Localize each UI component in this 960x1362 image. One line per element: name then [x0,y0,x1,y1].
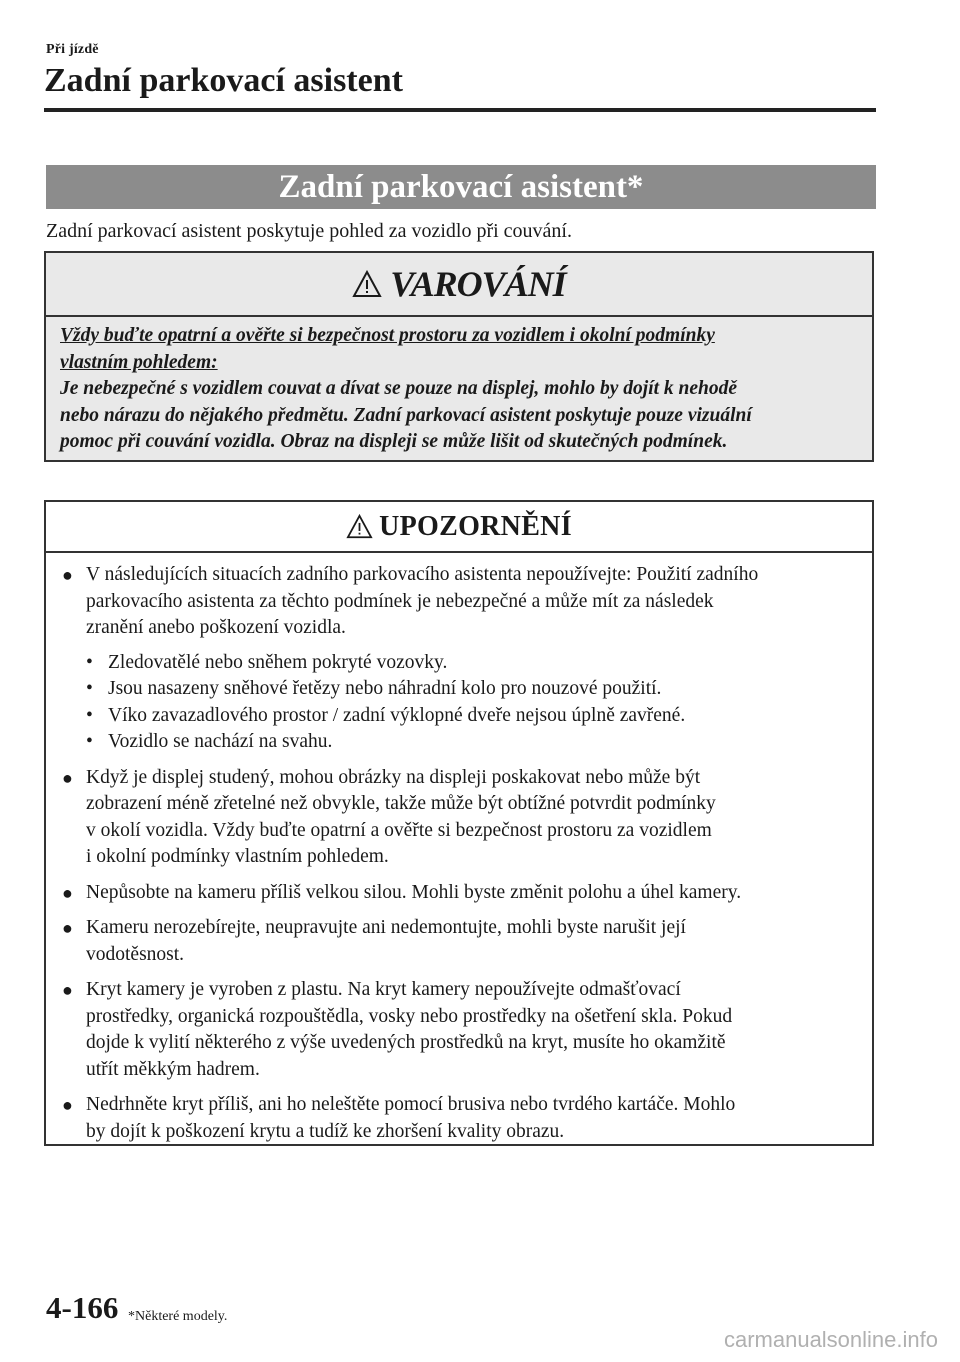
dot-icon: • [86,651,93,673]
page-number: 4-166 [46,1290,119,1325]
dot-icon: • [86,704,93,726]
sub-item-text: Jsou nasazeny sněhové řetězy nebo náhradní kolo pro nouzové použití. [108,678,662,699]
caution-item [60,977,858,1083]
warning-body [46,317,872,456]
caution-item [60,1092,858,1145]
warning-text-line: Je nebezpečné s vozidlem couvat a dívat se pouze na displej, mohlo by dojít k nehodě [60,378,738,399]
caution-line: dojde k vylití některého z výše uvedených prostředků na kryt, musíte ho okamžitě [86,1032,726,1053]
bullet-icon: ● [62,882,73,903]
sub-list-item [86,729,858,756]
bullet-icon: ● [62,767,73,788]
warning-triangle-icon [346,514,373,539]
caution-line: zranění anebo poškození vozidla. [86,617,346,638]
caution-line: utřít měkkým hadrem. [86,1058,260,1080]
warning-header [46,253,872,317]
caution-item [60,562,858,756]
watermark: carmanualsonline.info [723,1327,938,1352]
section-banner: Zadní parkovací asistent* [46,165,876,209]
sub-list-item [86,676,858,703]
dot-icon: • [86,678,93,699]
page-title: Zadní parkovací asistent [44,62,403,99]
caution-item [60,915,858,968]
title-rule [44,108,876,112]
caution-item [60,765,858,871]
bullet-icon: ● [62,980,73,1000]
sub-list-item [86,703,858,730]
sub-list-item [86,650,858,677]
caution-line: prostředky, organická rozpouštědla, vosky nebo prostředky na ošetření skla. Pokud [86,1005,733,1027]
sub-item-text: Víko zavazadlového prostor / zadní výklopné dveře nejsou úplně zavřené. [108,704,686,726]
bullet-icon: ● [62,918,73,938]
caution-header [46,502,872,553]
sub-item-text: Zledovatělé nebo sněhem pokryté vozovky. [108,651,448,673]
caution-line: Když je displej studený, mohou obrázky na displeji poskakovat nebo může být [86,766,701,788]
caution-line: zobrazení méně zřetelné než obvykle, takže může být obtížné potvrdit podmínky [86,793,716,814]
bullet-icon: ● [62,1095,73,1115]
warning-box [44,251,874,462]
caution-line: parkovacího asistenta za těchto podmínek je nebezpečné a může mít za následek [86,590,714,612]
caution-line: Kameru nerozebírejte, neupravujte ani nedemontujte, mohli byste narušit její [86,917,686,938]
caution-line: v okolí vozidla. Vždy buďte opatrní a ověřte si bezpečnost prostoru za vozidlem [86,819,712,841]
caution-title: UPOZORNĚNÍ [379,510,572,542]
warning-title: VAROVÁNÍ [390,264,566,304]
warning-text-line: pomoc při couvání vozidla. Obraz na displeji se může lišit od skutečných podmínek. [60,431,728,452]
caution-body [46,553,872,1145]
caution-line: vodotěsnost. [86,943,185,965]
caution-item [60,880,858,907]
intro-text: Zadní parkovací asistent poskytuje pohled za vozidlo při couvání. [46,220,572,242]
warning-heading-line: Vždy buďte opatrní a ověřte si bezpečnost prostoru za vozidlem i okolní podmínky [60,325,715,346]
bullet-icon: ● [62,565,73,585]
caution-line: Nedrhněte kryt příliš, ani ho neleštěte pomocí brusiva nebo tvrdého kartáče. Mohlo [86,1094,736,1115]
sub-item-text: Vozidlo se nachází na svahu. [108,731,333,752]
warning-text-line: nebo nárazu do nějakého předmětu. Zadní parkovací asistent poskytuje pouze vizuální [60,404,752,426]
caution-line: by dojít k poškození krytu a tudíž ke zhoršení kvality obrazu. [86,1120,565,1142]
dot-icon: • [86,731,93,752]
section-label: Při jízdě [46,42,99,57]
caution-line: i okolní podmínky vlastním pohledem. [86,846,389,867]
caution-line: Kryt kamery je vyroben z plastu. Na kryt kamery nepoužívejte odmašťovací [86,979,681,1000]
footnote: *Některé modely. [128,1309,228,1324]
caution-box [44,500,874,1146]
caution-line: V následujících situacích zadního parkovacího asistenta nepoužívejte: Použití zadního [86,564,759,585]
warning-heading-line: vlastním pohledem: [60,351,218,373]
warning-triangle-icon [352,270,382,298]
caution-line: Nepůsobte na kameru příliš velkou silou. Mohli byste změnit polohu a úhel kamery. [86,881,742,903]
sub-list [86,650,858,756]
